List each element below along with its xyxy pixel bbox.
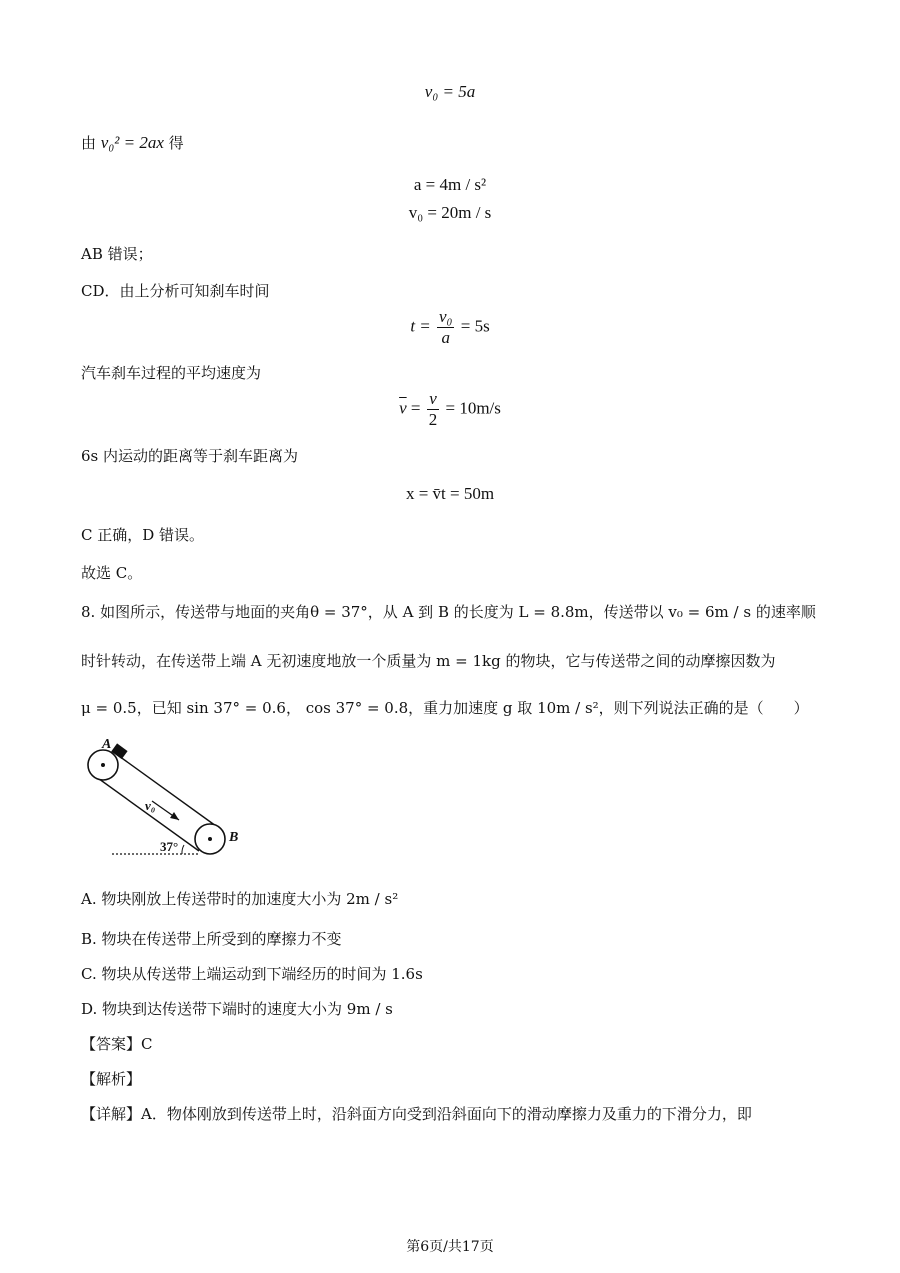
text-cd-analysis: CD．由上分析可知刹车时间 [81,282,270,300]
label-angle: 37° [160,839,179,854]
text-by-formula-post: 得 [168,134,184,152]
pulley-b-center [208,837,212,841]
equation-v0-5a: v₀ = 5a [424,82,476,101]
option-c: C. 物块从传送带上端运动到下端经历的时间为 1.6s [81,965,423,983]
equation-a: a = 4m / s² [413,175,487,194]
page-footer: 第6页/共17页 [406,1239,494,1255]
fraction-numerator: v₀ [439,307,453,326]
equation-t [0,307,900,348]
analysis-label: 【解析】 [81,1070,142,1088]
fraction-denominator: a [441,328,450,347]
text-c-correct: C 正确，D 错误。 [81,526,205,544]
equation-x: x = v̄t = 50m [405,484,495,503]
text-6s-distance: 6s 内运动的距离等于刹车距离为 [81,447,299,465]
text-ab-wrong: AB 错误； [81,245,153,263]
fraction-v0-over-a [437,307,454,348]
equation-vbar-rhs: = 10m/s [445,398,501,418]
conveyor-belt-figure [84,738,254,864]
equation-vbar-lhs: $\overline{v}$ [399,398,407,418]
option-b: B. 物块在传送带上所受到的摩擦力不变 [81,930,342,948]
equation-vbar: $\overline{v}$ = $\frac{v}{2}$ = 10m/s [399,389,501,429]
option-d: D. 物块到达传送带下端时的速度大小为 9m / s [81,1000,393,1018]
question-8-line-1: 8. 如图所示，传送带与地面的夹角θ = 37°，从 A 到 B 的长度为 L = 8.8m，传送带以 v₀ = 6m / s 的速率顺 [81,603,816,621]
fraction-v-over-2 [427,389,440,430]
label-a: A [102,738,112,752]
equation-v0-20: v₀ = 20m / s [408,203,492,222]
label-v0: v₀ [145,798,156,813]
belt-bottom-edge [95,776,199,851]
fraction-numerator: v [427,389,440,410]
answer-label: 【答案】C [81,1035,153,1053]
detail-text: 【详解】A．物体刚放到传送带上时，沿斜面方向受到沿斜面向下的滑动摩擦力及重力的下滑分力，即 [81,1105,752,1123]
angle-arc [182,845,184,854]
equation-t-lhs: t = [410,316,431,336]
belt-top-edge [112,751,216,826]
text-choose-c: 故选 C。 [81,564,143,582]
formula-v0-squared: v₀² = 2ax [100,133,164,152]
velocity-arrow-head [170,812,179,820]
pulley-a-center [101,763,105,767]
equation-t-rhs: = 5s [460,316,490,336]
question-8-line-3: μ = 0.5，已知 sin 37° = 0.6， cos 37° = 0.8，重力加速度 g 取 10m / s²，则下列说法正确的是（ ） [81,699,809,717]
text-average-speed: 汽车刹车过程的平均速度为 [81,364,262,382]
fraction-denominator: 2 [428,410,438,429]
question-8-line-2: 时针转动，在传送带上端 A 无初速度地放一个质量为 m = 1kg 的物块，它与传送带之间的动摩擦因数为 [81,652,776,670]
option-a: A. 物块刚放上传送带时的加速度大小为 2m / s² [81,890,399,908]
label-b: B [229,830,239,845]
text-by-formula-pre: 由 [81,134,97,152]
text-by-formula [81,132,184,153]
